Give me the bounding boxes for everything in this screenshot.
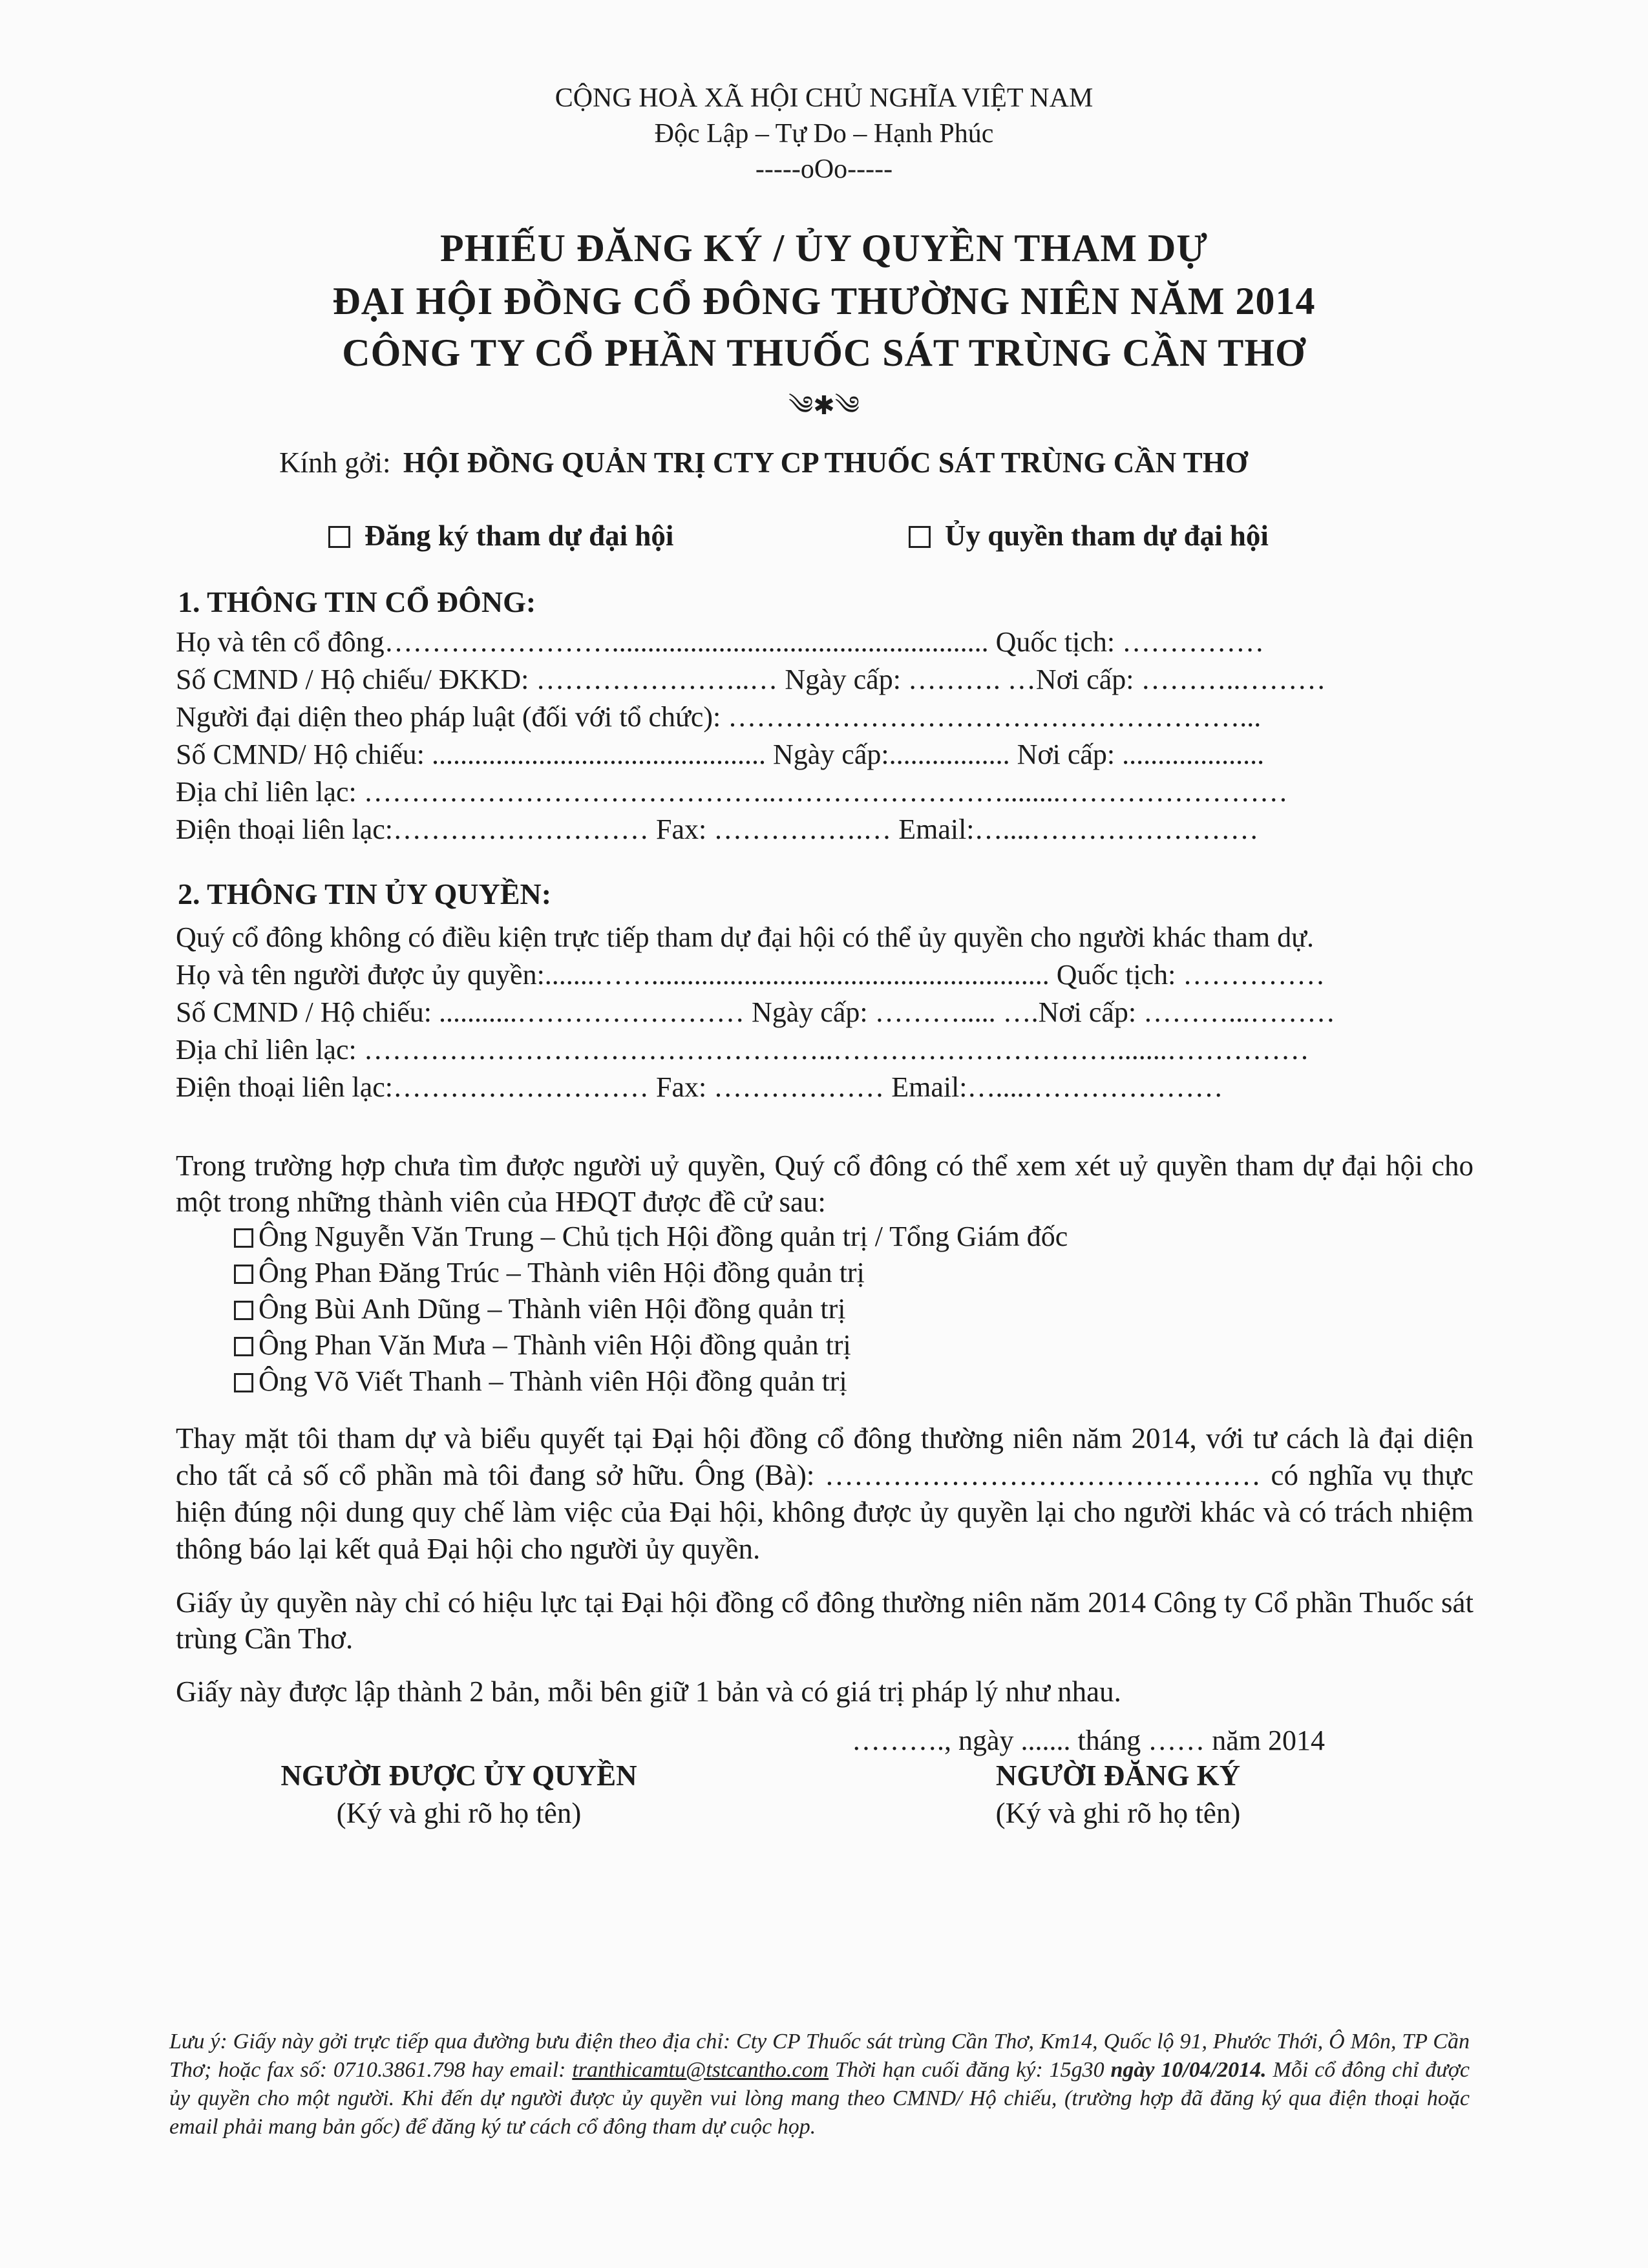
option-authorize[interactable] (909, 519, 1269, 552)
proxy-signature-title: NGƯỜI ĐƯỢC ỦY QUYỀN (280, 1759, 637, 1792)
legal-representative-field[interactable]: Người đại diện theo pháp luật (đối với tổ chức): ………………………………………………... (176, 701, 1262, 733)
proxy-address-field[interactable]: Địa chỉ liên lạc: …………………………………………..………………………….......…………… (176, 1034, 1309, 1066)
nominee-checkbox[interactable] (234, 1301, 253, 1320)
deadline-date: ngày 10/04/2014. (1110, 2058, 1267, 2082)
addressee-name: HỘI ĐỒNG QUẢN TRỊ CTY CP THUỐC SÁT TRÙNG CẦN THƠ (403, 446, 1248, 479)
nominee-item[interactable]: Ông Nguyễn Văn Trung – Chủ tịch Hội đồng quản trị / Tổng Giám đốc (234, 1220, 1068, 1253)
addressee-label: Kính gởi: (279, 446, 391, 479)
authorization-statement: Thay mặt tôi tham dự và biểu quyết tại Đại hội đồng cổ đông thường niên năm 2014, với tư cách là đại diện cho tất cả số cổ phần mà tôi đang sở hữu. Ông (Bà): ……………………………………… có nghĩa vụ thực hiện đúng nội dung quy chế làm việc của Đại hội, không được ủy quyền lại cho người khác và có trách nhiệm thông báo lại kết quả Đại hội cho người ủy quyền. (176, 1422, 1474, 1565)
header-separator: -----oOo----- (755, 154, 893, 184)
nominees-intro: Trong trường hợp chưa tìm được người uỷ quyền, Quý cổ đông có thể xem xét uỷ quyền tham dự đại hội cho một trong những thành viên của HĐQT được đề cử sau: (176, 1150, 1474, 1218)
register-label: Đăng ký tham dự đại hội (364, 520, 674, 552)
addressee-line (279, 446, 1248, 479)
nominee-checkbox[interactable] (234, 1228, 253, 1248)
section1-heading: 1. THÔNG TIN CỔ ĐÔNG: (178, 585, 536, 618)
nominee-checkbox[interactable] (234, 1265, 253, 1284)
shareholder-address-field[interactable]: Địa chỉ liên lạc: ……………………………………..……………………........…………………… (176, 776, 1288, 808)
nominee-checkbox[interactable] (234, 1373, 253, 1392)
authorization-intro: Quý cổ đông không có điều kiện trực tiếp tham dự đại hội có thể ủy quyền cho người khác tham dự. (176, 921, 1314, 953)
proxy-signature-note: (Ký và ghi rõ họ tên) (336, 1797, 582, 1829)
form-title-line2: ĐẠI HỘI ĐỒNG CỔ ĐÔNG THƯỜNG NIÊN NĂM 2014 (332, 280, 1316, 322)
footnote: Lưu ý: Giấy này gởi trực tiếp qua đường bưu điện theo địa chỉ: Cty CP Thuốc sát trùng Cần Thơ, Km14, Quốc lộ 91, Phước Thới, Ô Môn, TP Cần Thơ; hoặc fax số: 0710.3861.798 hay email: tranthicamtu@tstcantho.com Thời hạn cuối đăng ký: 15g30 ngày 10/04/2014. Mỗi cổ đông chỉ được ủy quyền cho một người. Khi đến dự người được ủy quyền vui lòng mang theo CMND/ Hộ chiếu, (trường hợp đã đăng ký qua điện thoại hoặc email phải mang bản gốc) để đăng ký tư cách cổ đông tham dự cuộc họp. (169, 2030, 1470, 2139)
register-checkbox[interactable] (328, 526, 350, 548)
option-register[interactable] (328, 519, 673, 552)
form-title-line3: CÔNG TY CỔ PHẦN THUỐC SÁT TRÙNG CẦN THƠ (342, 331, 1306, 374)
nominee-checkbox[interactable] (234, 1337, 253, 1356)
proxy-name-field[interactable]: Họ và tên người được ủy quyền:.......……........................................................ Quốc tịch: …………… (176, 959, 1326, 991)
nominee-item[interactable]: Ông Võ Viết Thanh – Thành viên Hội đồng quản trị (234, 1365, 847, 1398)
copies-statement: Giấy này được lập thành 2 bản, mỗi bên giữ 1 bản và có giá trị pháp lý như nhau. (176, 1675, 1121, 1708)
date-line: ………., ngày ....... tháng …… năm 2014 (852, 1725, 1326, 1756)
section2-heading: 2. THÔNG TIN ỦY QUYỀN: (178, 877, 552, 910)
nominee-item[interactable]: Ông Bùi Anh Dũng – Thành viên Hội đồng quản trị (234, 1292, 845, 1325)
registrant-signature-note: (Ký và ghi rõ họ tên) (995, 1797, 1241, 1829)
ornament-divider: ༄✱༄ (788, 391, 860, 420)
nominee-item[interactable]: Ông Phan Văn Mưa – Thành viên Hội đồng quản trị (234, 1328, 851, 1361)
nominee-item[interactable]: Ông Phan Đăng Trúc – Thành viên Hội đồng quản trị (234, 1256, 865, 1289)
registrant-signature-title: NGƯỜI ĐĂNG KÝ (995, 1759, 1241, 1792)
shareholder-id-field[interactable]: Số CMND / Hộ chiếu/ ĐKKD: …………………..… Ngày cấp: ………. …Nơi cấp: ………..……… (176, 664, 1326, 695)
proxy-id-field[interactable]: Số CMND / Hộ chiếu: ...........…………………… Ngày cấp: ………..... ….Nơi cấp: ………...……… (176, 996, 1336, 1028)
national-motto: Độc Lập – Tự Do – Hạnh Phúc (654, 119, 994, 149)
validity-statement: Giấy ủy quyền này chỉ có hiệu lực tại Đại hội đồng cổ đông thường niên năm 2014 Công ty Cổ phần Thuốc sát trùng Cần Thơ. (176, 1586, 1474, 1655)
contact-email-link[interactable]: tranthicamtu@tstcantho.com (572, 2058, 829, 2082)
authorize-checkbox[interactable] (909, 526, 931, 548)
country-name: CỘNG HOÀ XÃ HỘI CHỦ NGHĨA VIỆT NAM (555, 83, 1093, 113)
shareholder-name-field[interactable]: Họ và tên cổ đông……………………..................................................... Quốc tịch: …………… (176, 626, 1265, 658)
form-title-line1: PHIẾU ĐĂNG KÝ / ỦY QUYỀN THAM DỰ (439, 227, 1209, 269)
shareholder-contact-field[interactable]: Điện thoại liên lạc:……………………… Fax: …………….… Email:…....…………………… (176, 814, 1259, 845)
authorize-label: Ủy quyền tham dự đại hội (945, 520, 1269, 552)
proxy-contact-field[interactable]: Điện thoại liên lạc:……………………… Fax: ……………… Email:…....………………… (176, 1071, 1223, 1103)
representative-id-field[interactable]: Số CMND/ Hộ chiếu: ............................................... Ngày cấp:................. Nơi cấp: .................... (176, 739, 1265, 770)
